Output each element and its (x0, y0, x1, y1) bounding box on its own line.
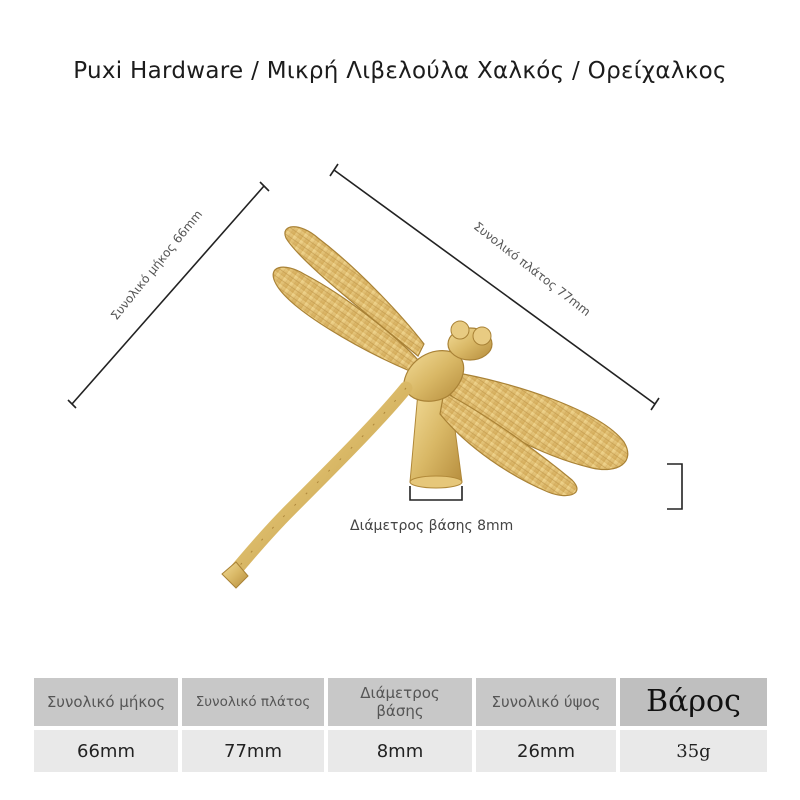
spec-value-weight: 35g (620, 726, 767, 772)
spec-header-width: Συνολικό πλάτος (182, 678, 328, 726)
spec-header-weight: Βάρος (620, 678, 767, 726)
length-dimension-label: Συνολικό μήκος 66mm (107, 207, 206, 323)
width-dimension-label: Συνολικό πλάτος 77mm (470, 219, 594, 319)
spec-value-length: 66mm (34, 726, 182, 772)
height-bracket (667, 464, 682, 509)
spec-table (34, 678, 767, 772)
width-dimension-line (330, 164, 659, 410)
spec-header-height: Συνολικό ύψος (476, 678, 620, 726)
spec-value-base-diameter: 8mm (328, 726, 476, 772)
spec-value-height: 26mm (476, 726, 620, 772)
spec-header-length: Συνολικό μήκος (34, 678, 182, 726)
spec-value-width: 77mm (182, 726, 328, 772)
spec-header-base-diameter: Διάμετρος βάσης (328, 678, 476, 726)
length-dimension-line (68, 182, 269, 408)
page-title: Puxi Hardware / Μικρή Λιβελούλα Χαλκός / Ορείχαλκος (73, 58, 727, 84)
base-diameter-label: Διάμετρος βάσης 8mm (350, 518, 514, 534)
